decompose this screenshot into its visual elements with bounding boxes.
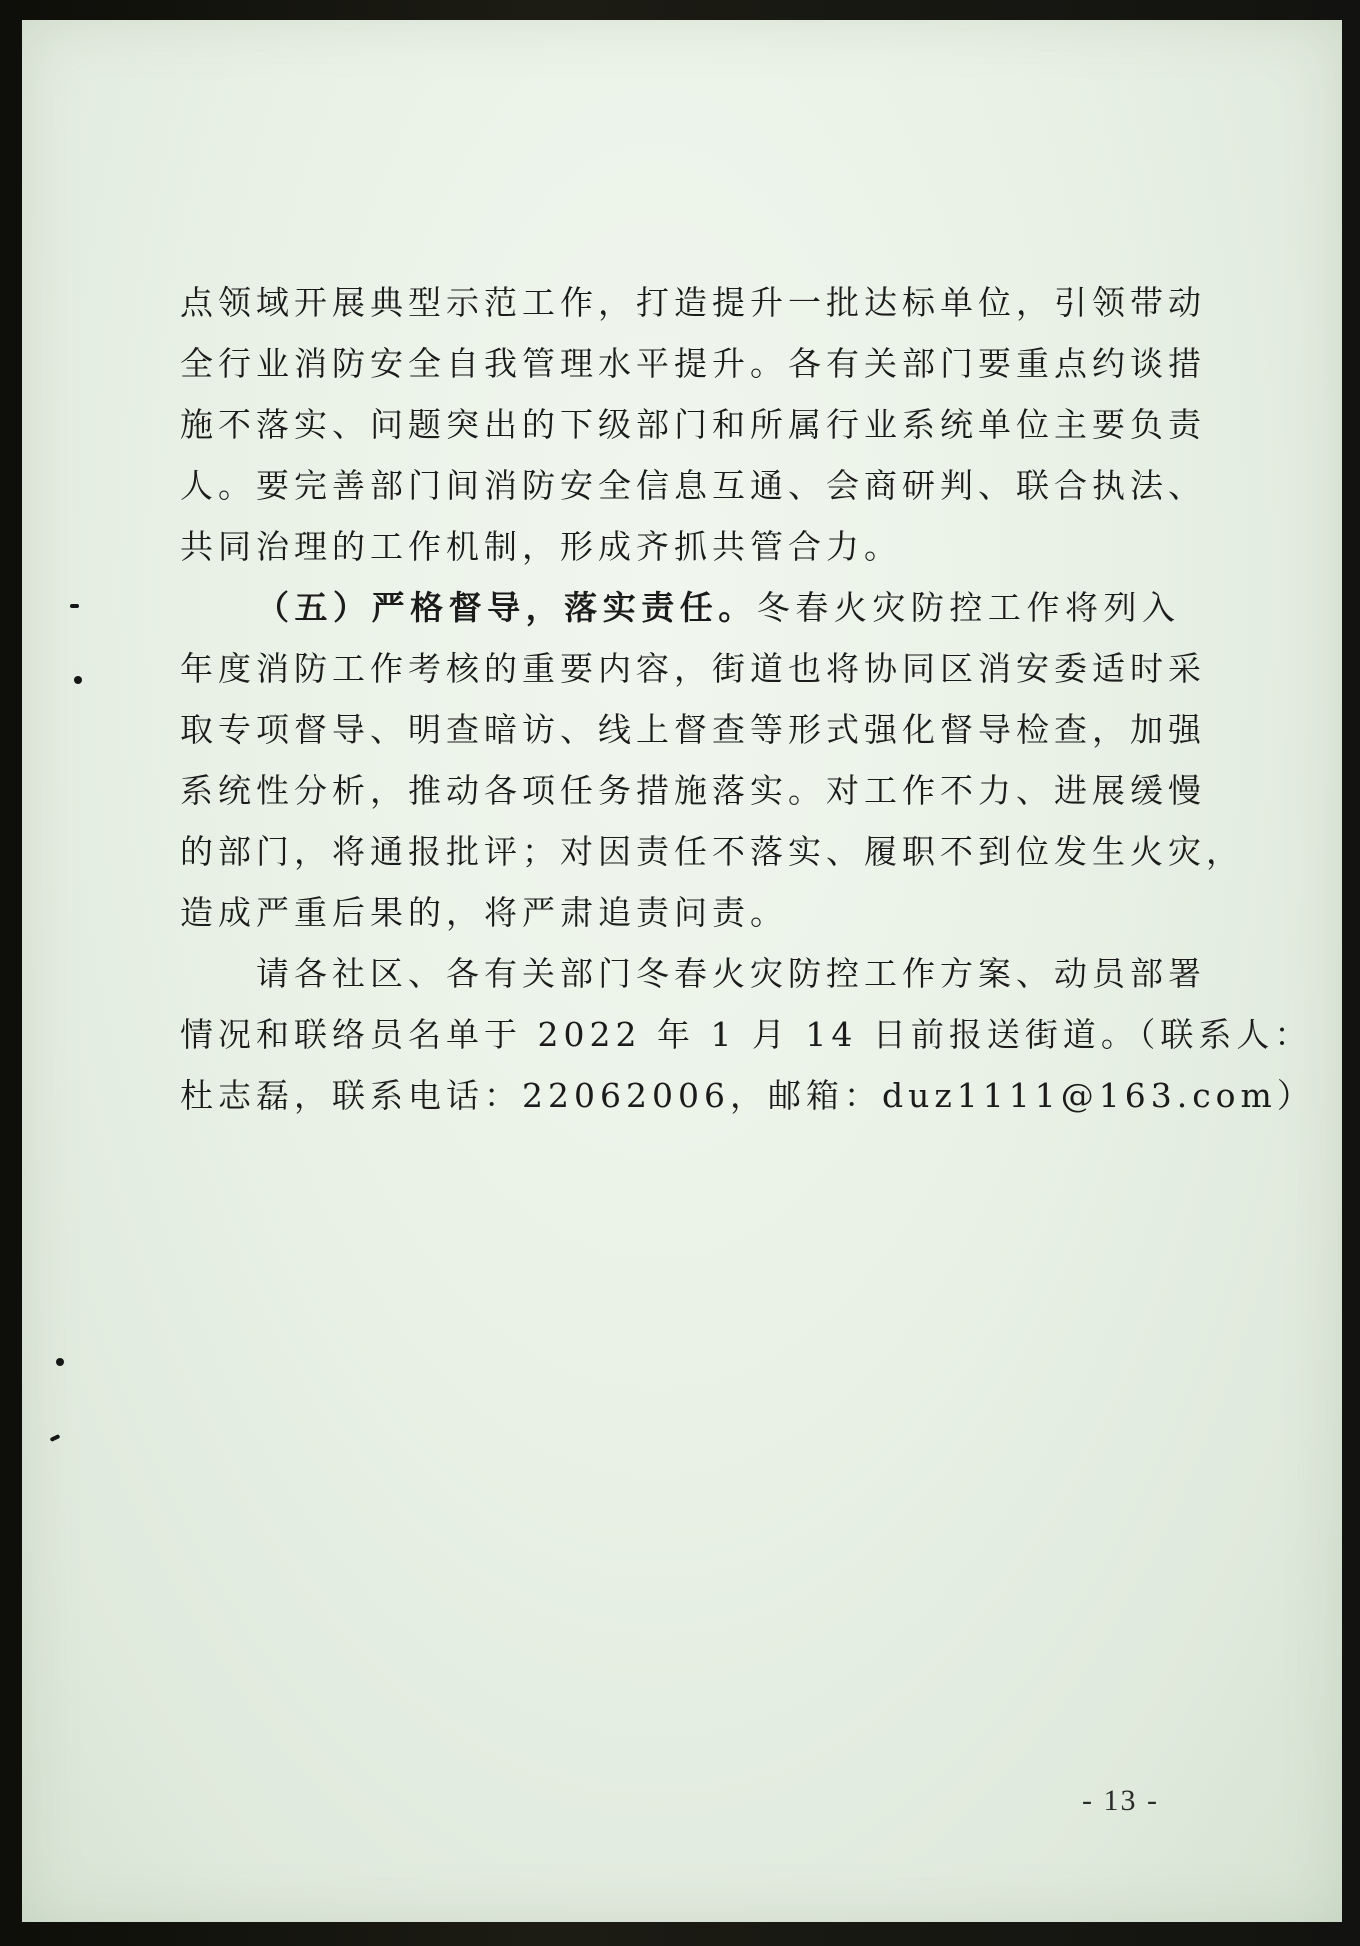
binding-hole-mark (70, 604, 79, 608)
text-run: 冬春火灾防控工作将列入 (756, 588, 1181, 627)
section-first-line (180, 577, 1180, 638)
paragraph-contact (180, 943, 1315, 1126)
text-line: 点领域开展典型示范工作，打造提升一批达标单位，引领带动 (180, 283, 1206, 322)
binding-hole-mark (74, 676, 82, 684)
text-line: 取专项督导、明查暗访、线上督查等形式强化督导检查，加强 (180, 710, 1206, 749)
page-number: - 13 - (1082, 1784, 1159, 1817)
binding-hole-mark (56, 1358, 64, 1366)
text-line: 请各社区、各有关部门冬春火灾防控工作方案、动员部署 (256, 954, 1206, 993)
text-line: 杜志磊，联系电话：22062006，邮箱：duz1111@163.com） (180, 1076, 1315, 1115)
document-body (180, 272, 1315, 1126)
binding-hole-mark (50, 1434, 61, 1442)
text-line: 施不落实、问题突出的下级部门和所属行业系统单位主要负责 (180, 405, 1206, 444)
paragraph-section-five (180, 577, 1244, 943)
text-line: 全行业消防安全自我管理水平提升。各有关部门要重点约谈措 (180, 344, 1206, 383)
text-line: 情况和联络员名单于 2022 年 1 月 14 日前报送街道。（联系人： (180, 1015, 1313, 1054)
paragraph-continuation (180, 272, 1206, 577)
section-heading: （五）严格督导，落实责任。 (256, 588, 757, 627)
text-line: 的部门，将通报批评；对因责任不落实、履职不到位发生火灾， (180, 832, 1244, 871)
text-line: 共同治理的工作机制，形成齐抓共管合力。 (180, 527, 902, 566)
text-line: 造成严重后果的，将严肃追责问责。 (180, 893, 788, 932)
text-line: 人。要完善部门间消防安全信息互通、会商研判、联合执法、 (180, 466, 1206, 505)
text-line: 系统性分析，推动各项任务措施落实。对工作不力、进展缓慢 (180, 771, 1206, 810)
text-line: 年度消防工作考核的重要内容，街道也将协同区消安委适时采 (180, 649, 1206, 688)
